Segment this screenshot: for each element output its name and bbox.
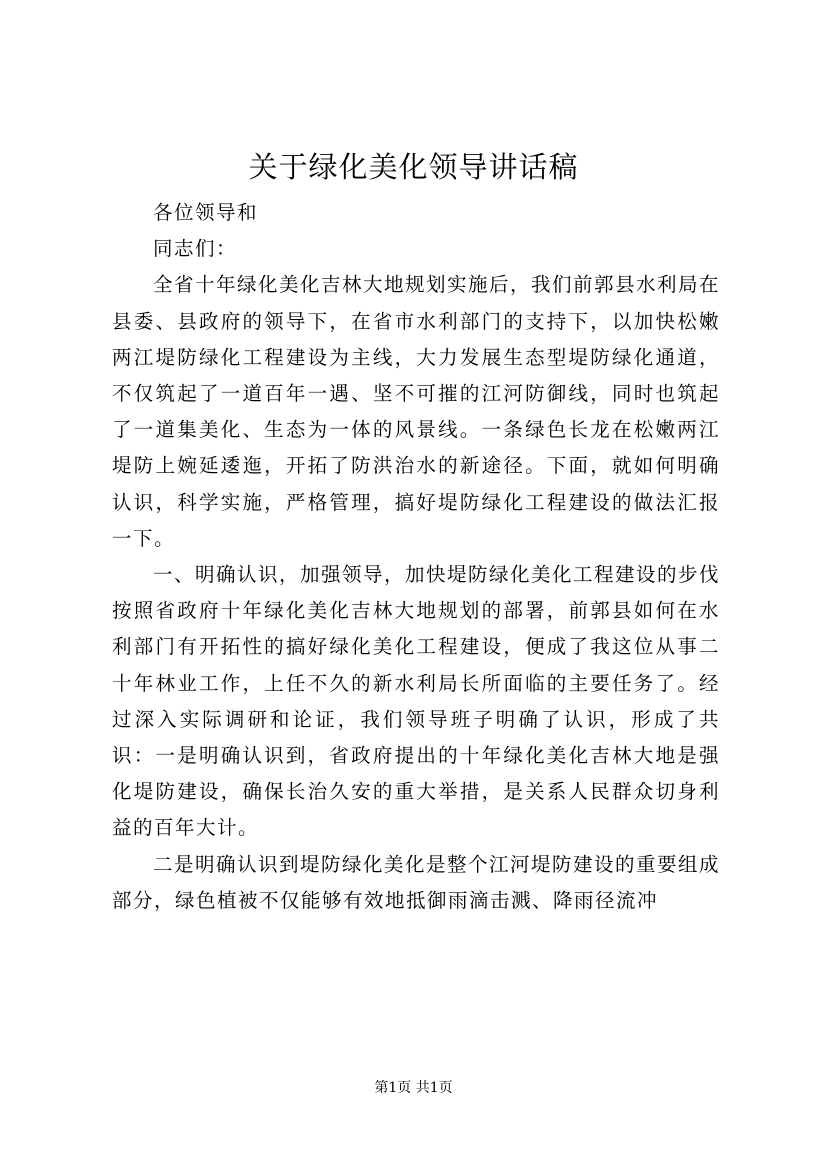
- paragraph-point-two: 二是明确认识到堤防绿化美化是整个江河堤防建设的重要组成部分，绿色植被不仅能够有效地抵御雨滴击溅、降雨径流冲: [112, 852, 721, 912]
- salutation-line-2: 同志们：: [153, 237, 238, 261]
- document-title: 关于绿化美化领导讲话稿: [248, 150, 579, 184]
- document-body: [112, 195, 720, 919]
- page-number-footer: 第1页 共1页: [374, 1080, 453, 1096]
- paragraph-intro: 全省十年绿化美化吉林大地规划实施后，我们前郭县水利局在县委、县政府的领导下，在省市水利部门的支持下，以加快松嫩两江堤防绿化工程建设为主线，大力发展生态型堤防绿化通道，不仅筑起了一道百年一遇、坚不可摧的江河防御线，同时也筑起了一道集美化、生态为一体的风景线。一条绿色长龙在松嫩两江堤防上婉延逶迤，开拓了防洪治水的新途径。下面，就如何明确认识，科学实施，严格管理，搞好堤防绿化工程建设的做法汇报一下。: [112, 273, 721, 550]
- salutation-line-1: 各位领导和: [153, 201, 259, 224]
- paragraph-section-one: 一、明确认识，加强领导，加快堤防绿化美化工程建设的步伐按照省政府十年绿化美化吉林大地规划的部署，前郭县如何在水利部门有开拓性的搞好绿化美化工程建设，便成了我这位从事二十年林业工作，上任不久的新水利局长所面临的主要任务了。经过深入实际调研和论证，我们领导班子明确了认识，形成了共识：一是明确认识到，省政府提出的十年绿化美化吉林大地是强化堤防建设，确保长治久安的重大举措，是关系人民群众切身利益的百年大计。: [112, 563, 721, 840]
